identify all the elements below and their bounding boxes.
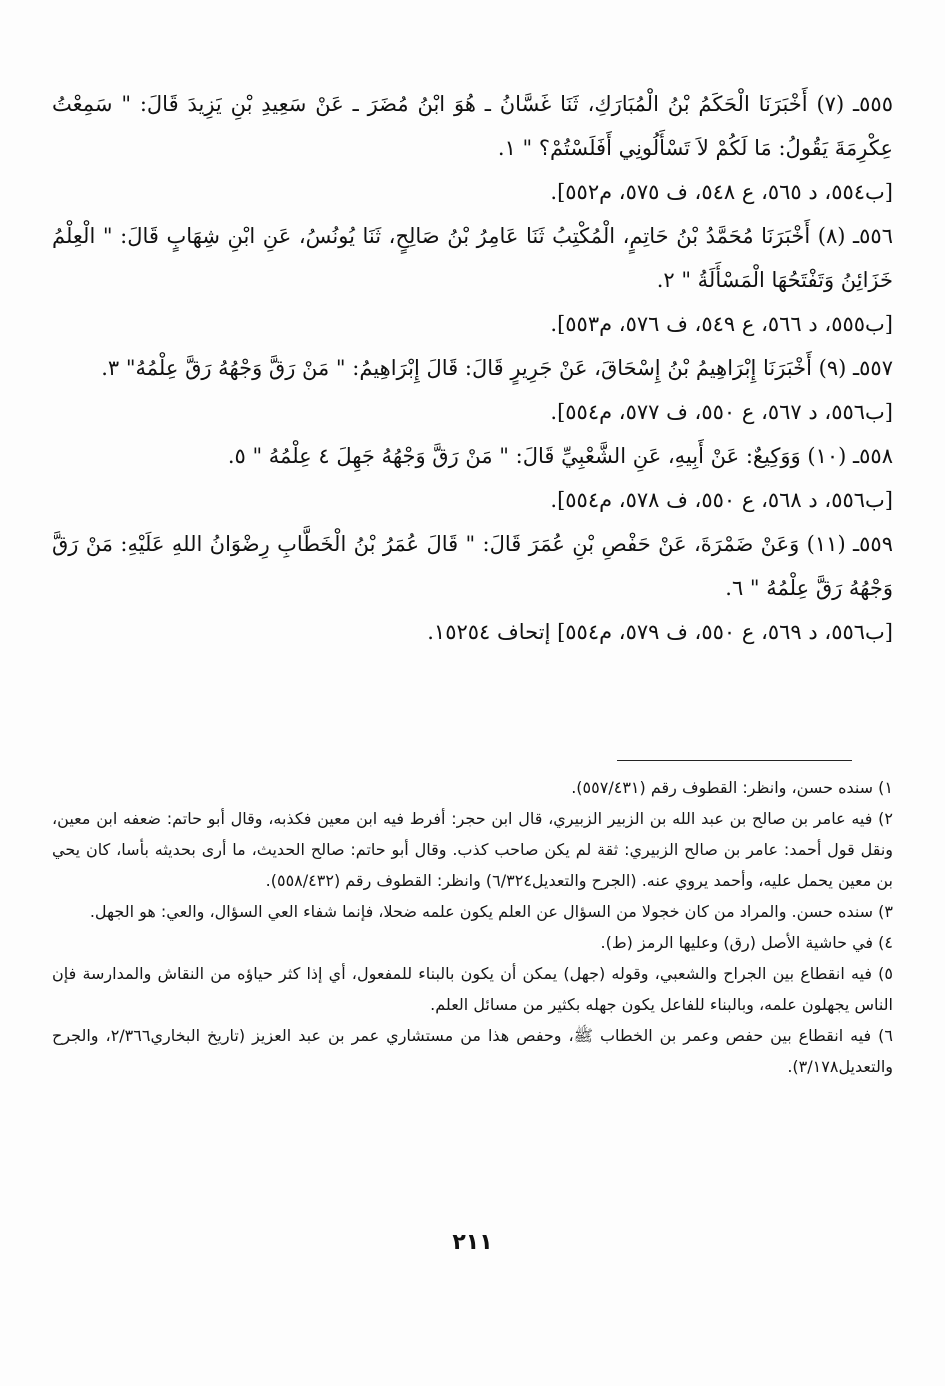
hadith-555-reference: [ب٥٥٤، د ٥٦٥، ع ٥٤٨، ف ٥٧٥، م٥٥٢].: [550, 180, 893, 204]
hadith-556: ٥٥٦ـ (٨) أَخْبَرَنَا مُحَمَّدُ بْنُ حَاتِمٍ، الْمُكْتِبُ ثَنَا عَامِرُ بْنُ صَالِحٍ، ثَنَا يُونُسُ، عَنِ ابْنِ شِهَابٍ قَالَ: " الْعِلْمُ خَزَائِنُ وَتَفْتَحُهَا الْمَسْأَلَةُ " ٢.: [52, 224, 893, 292]
hadith-557-reference: [ب٥٥٦، د ٥٦٧، ع ٥٥٠، ف ٥٧٧، م٥٥٤].: [550, 400, 893, 424]
footnotes-section: [52, 772, 893, 1082]
footnote-5: ٥) فيه انقطاع بين الجراح والشعبي، وقوله (جهل) يمكن أن يكون بالبناء للمفعول، أي إذا كثر حياؤه من النقاش والمدارسة فإن الناس يجهلون علمه، وبالبناء للفاعل يكون جهله بكثير من مسائل العلم.: [52, 964, 893, 1014]
hadith-559-reference: [ب٥٥٦، د ٥٦٩، ع ٥٥٠، ف ٥٧٩، م٥٥٤] إتحاف ١٥٢٥٤.: [427, 620, 893, 644]
footnote-4: ٤) في حاشية الأصل (رق) وعليها الرمز (ط).: [600, 933, 893, 952]
footnote-divider: [617, 760, 852, 761]
footnote-6: ٦) فيه انقطاع بين حفص وعمر بن الخطاب ﷺ، وحفص هذا من مستشاري عمر بن عبد العزيز (تاريخ البخاري٢/٣٦٦، والجرح والتعديل٣/١٧٨).: [52, 1026, 894, 1076]
hadith-555: ٥٥٥ـ (٧) أَخْبَرَنَا الْحَكَمُ بْنُ الْمُبَارَكِ، ثَنَا غَسَّانُ ـ هُوَ ابْنُ مُضَرَ ـ عَنْ سَعِيدِ بْنِ يَزِيدَ قَالَ: " سَمِعْتُ عِكْرِمَةَ يَقُولُ: مَا لَكُمْ لاَ تَسْأَلُونِي أَفَلَسْتُمْ؟ " ١.: [52, 92, 893, 160]
hadith-section: [52, 82, 893, 654]
footnote-2: ٢) فيه عامر بن صالح بن عبد الله بن الزبير الزبيري، قال ابن حجر: أفرط فيه ابن معين فكذبه، وقال أبو حاتم: ضعفه ابن معين، ونقل قول أحمد: عامر بن صالح الزبيري: ثقة لم يكن صاحب كذب. وقال أبو حاتم: صالح الحديث، ما أرى بحديثه بأسا، كان يحي بن معين يحمل عليه، وأحمد يروي عنه. (الجرح والتعديل٦/٣٢٤) وانظر: القطوف رقم (٥٥٨/٤٣٢).: [52, 809, 893, 890]
hadith-557: ٥٥٧ـ (٩) أَخْبَرَنَا إِبْرَاهِيمُ بْنُ إِسْحَاقَ، عَنْ جَرِيرٍ قَالَ: قَالَ إِبْرَاهِيمُ: " مَنْ رَقَّ وَجْهُهُ رَقَّ عِلْمُهُ" ٣.: [101, 356, 893, 380]
page-number: ٢١١: [452, 1230, 493, 1255]
footnote-1: ١) سنده حسن، وانظر: القطوف رقم (٥٥٧/٤٣١).: [571, 778, 893, 797]
hadith-558: ٥٥٨ـ (١٠) وَوَكِيعٌ: عَنْ أَبِيهِ، عَنِ الشَّعْبِيِّ قَالَ: " مَنْ رَقَّ وَجْهُهُ جَهِلَ ٤ عِلْمُهُ " ٥.: [227, 444, 893, 468]
footnote-3: ٣) سنده حسن. والمراد من كان خجولا من السؤال عن العلم يكون علمه ضحلا، فإنما شفاء العي السؤال، والعي: هو الجهل.: [89, 902, 893, 921]
hadith-556-reference: [ب٥٥٥، د ٥٦٦، ع ٥٤٩، ف ٥٧٦، م٥٥٣].: [550, 312, 893, 336]
hadith-558-reference: [ب٥٥٦، د ٥٦٨، ع ٥٥٠، ف ٥٧٨، م٥٥٤].: [550, 488, 893, 512]
hadith-559: ٥٥٩ـ (١١) وَعَنْ ضَمْرَةَ، عَنْ حَفْصِ بْنِ عُمَرَ قَالَ: " قَالَ عُمَرُ بْنُ الْخَطَّابِ رِضْوَانُ اللهِ عَلَيْهِ: مَنْ رَقَّ وَجْهُهُ رَقَّ عِلْمُهُ " ٦.: [52, 532, 893, 600]
